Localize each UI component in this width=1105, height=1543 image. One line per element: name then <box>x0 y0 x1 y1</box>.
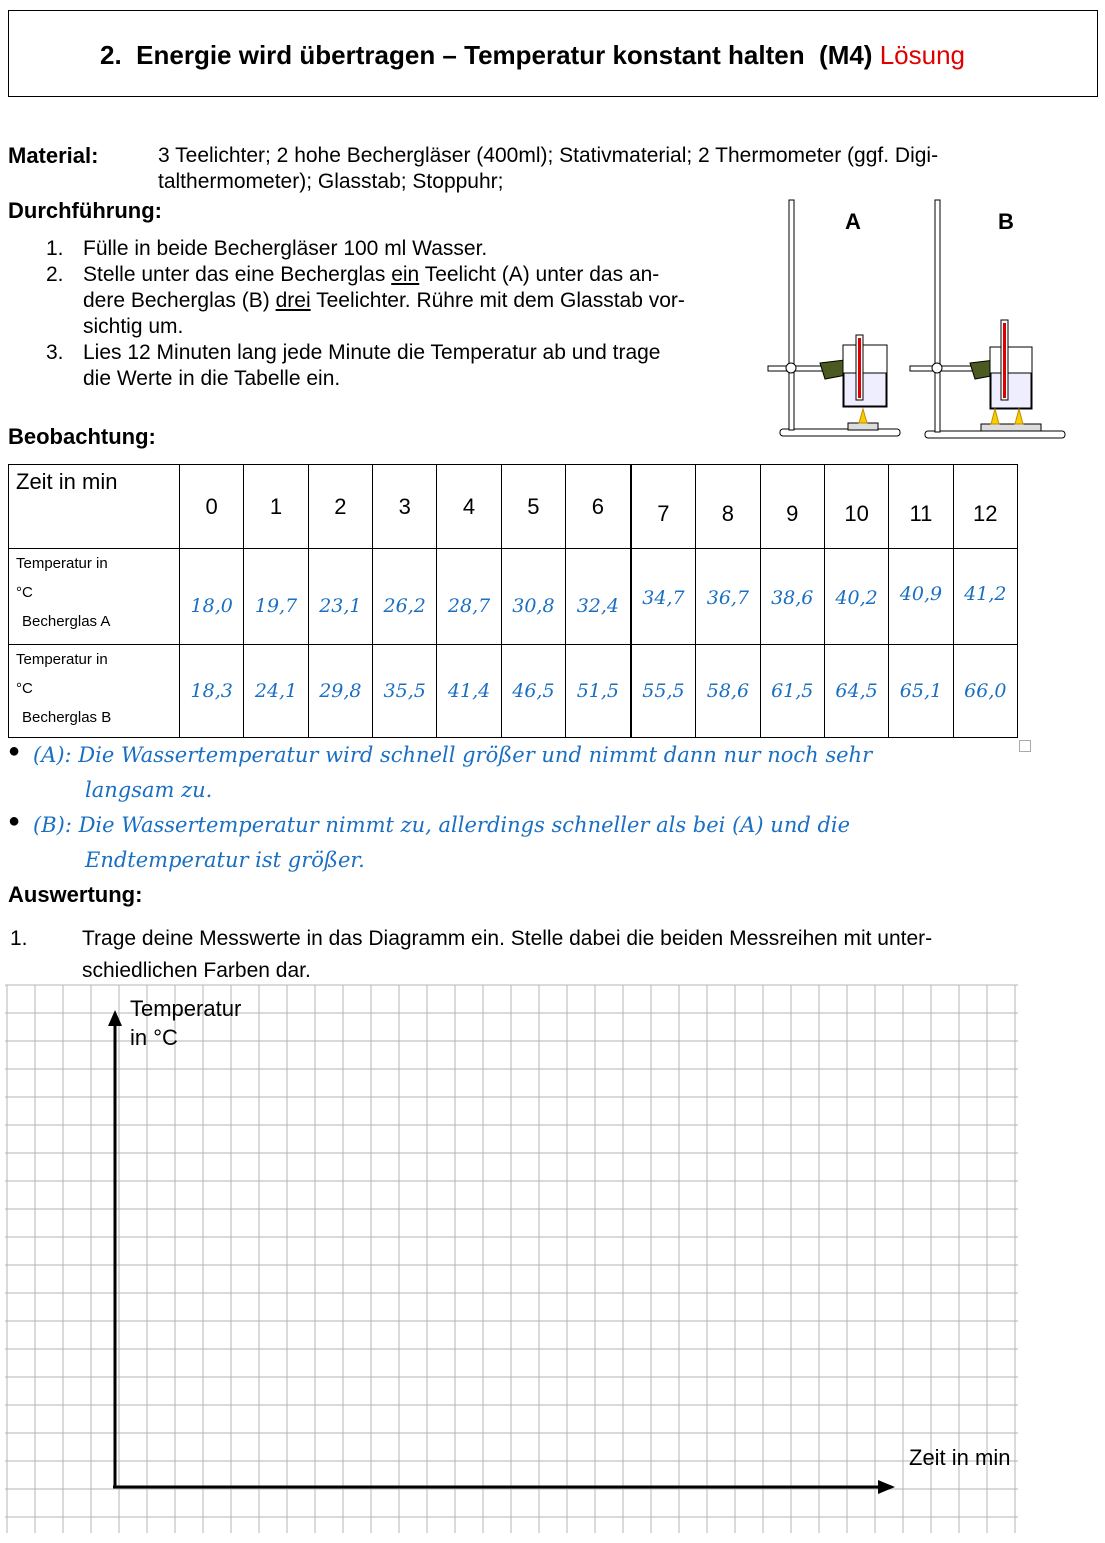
value-a: 40,2 <box>824 549 888 645</box>
value-b: 24,1 <box>244 645 308 738</box>
row-a-header: Temperatur in °C Becherglas A <box>9 549 180 645</box>
time-cell: 10 <box>824 465 888 549</box>
value-a: 23,1 <box>308 549 372 645</box>
time-cell: 9 <box>760 465 824 549</box>
value-b: 29,8 <box>308 645 372 738</box>
material-text: 3 Teelichter; 2 hohe Bechergläser (400ml); Stativmaterial; 2 Thermometer (ggf. Digi- talthermometer); Glasstab; Stoppuhr; <box>158 144 939 193</box>
stand-b <box>910 200 1065 438</box>
time-cell: 12 <box>953 465 1017 549</box>
time-cell: 6 <box>566 465 631 549</box>
table-row-time <box>9 465 1018 549</box>
value-a: 34,7 <box>631 549 696 645</box>
table-row-b <box>9 645 1018 738</box>
procedure-label: Durchführung: <box>8 198 162 223</box>
value-b: 46,5 <box>501 645 565 738</box>
value-a: 32,4 <box>566 549 631 645</box>
time-cell: 7 <box>631 465 696 549</box>
time-cell: 0 <box>180 465 244 549</box>
value-b: 18,3 <box>180 645 244 738</box>
stand-a <box>768 200 900 436</box>
procedure-steps <box>8 236 768 392</box>
task-text: Trage deine Messwerte in das Diagramm ein. Stelle dabei die beiden Messreihen mit unter- schiedlichen Farben dar. <box>82 927 933 982</box>
step-1: 1. Fülle in beide Bechergläser 100 ml Wasser. <box>46 237 488 260</box>
value-a: 19,7 <box>244 549 308 645</box>
time-cell: 3 <box>373 465 437 549</box>
label-b: B <box>998 209 1014 234</box>
time-cell: 4 <box>437 465 501 549</box>
value-a: 40,9 <box>889 549 953 645</box>
label-a: A <box>845 209 861 234</box>
value-a: 18,0 <box>180 549 244 645</box>
value-a: 36,7 <box>696 549 760 645</box>
time-header: Zeit in min <box>9 465 180 549</box>
row-b-header: Temperatur in °C Becherglas B <box>9 645 180 738</box>
time-cell: 5 <box>501 465 565 549</box>
value-b: 64,5 <box>824 645 888 738</box>
graph-paper <box>0 980 1105 1543</box>
bullet-b: ● (B): Die Wassertemperatur nimmt zu, allerdings schneller als bei (A) und die Endtemperatur ist größer. <box>8 810 851 872</box>
bullet-a: ● (A): Die Wassertemperatur wird schnell größer und nimmt dann nur noch sehr langsam zu. <box>8 740 873 802</box>
value-a: 38,6 <box>760 549 824 645</box>
time-cell: 8 <box>696 465 760 549</box>
x-axis-label: Zeit in min <box>909 1445 1011 1470</box>
value-b: 51,5 <box>566 645 631 738</box>
value-a: 30,8 <box>501 549 565 645</box>
y-axis-label-1: Temperatur <box>130 996 242 1021</box>
value-b: 65,1 <box>889 645 953 738</box>
value-a: 26,2 <box>373 549 437 645</box>
measurement-table <box>8 464 1018 738</box>
observation-bullets <box>8 738 1018 878</box>
step-2: 2. Stelle unter das eine Becherglas ein Teelicht (A) unter das an- dere Becherglas (B) drei Teelichter. Rühre mit dem Glasstab vor- sichtig um. <box>46 263 685 338</box>
solution-label: Lösung <box>879 40 966 70</box>
value-b: 61,5 <box>760 645 824 738</box>
observation-label: Beobachtung: <box>8 424 156 449</box>
material-label: Material: <box>8 143 99 168</box>
value-b: 35,5 <box>373 645 437 738</box>
time-cell: 11 <box>889 465 953 549</box>
table-row-a <box>9 549 1018 645</box>
value-b: 66,0 <box>953 645 1017 738</box>
time-cell: 2 <box>308 465 372 549</box>
value-b: 58,6 <box>696 645 760 738</box>
resize-handle <box>1019 740 1031 752</box>
time-cell: 1 <box>244 465 308 549</box>
y-axis-arrow-icon <box>108 1010 122 1026</box>
page-title: 2. Energie wird übertragen – Temperatur konstant halten (M4) Lösung <box>100 40 966 70</box>
task-number: 1. <box>10 927 28 950</box>
evaluation-label: Auswertung: <box>8 882 143 907</box>
value-a: 41,2 <box>953 549 1017 645</box>
value-b: 55,5 <box>631 645 696 738</box>
step-3: 3. Lies 12 Minuten lang jede Minute die Temperatur ab und trage die Werte in die Tabelle ein. <box>46 341 661 390</box>
value-b: 41,4 <box>437 645 501 738</box>
value-a: 28,7 <box>437 549 501 645</box>
y-axis-label-2: in °C <box>130 1025 178 1050</box>
x-axis-arrow-icon <box>878 1480 895 1494</box>
apparatus-illustration <box>765 195 1070 445</box>
